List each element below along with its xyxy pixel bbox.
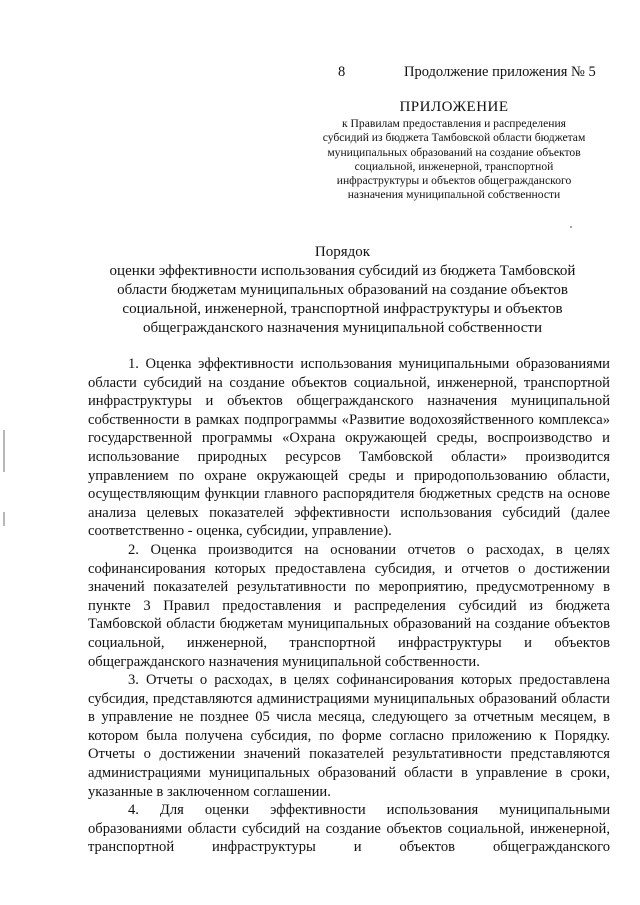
appendix-line: к Правилам предоставления и распределения [342, 117, 566, 130]
paragraph-1: 1. Оценка эффективности использования муниципальными образованиями области субсидий на создание объектов социальной, инженерной, транспортной инфраструктуры и объектов общегражданского назначения муниципальной собственности в рамках подпрограммы «Развитие водохозяйственного комплекса» государственной программы «Охрана окружающей среды, воспроизводство и использование природных ресурсов Тамбовской области» производится управлением по охране окружающей среды и природопользованию области, осуществляющим функции главного распорядителя бюджетных средств на основе анализа целевых показателей эффективности использования субсидий (далее соответственно - оценка, субсидии, управление). [88, 356, 610, 540]
page-header [0, 64, 640, 84]
appendix-line: социальной, инженерной, транспортной [354, 159, 554, 173]
document-body [88, 355, 610, 857]
order-line: оценки эффективности использования субсидий из бюджета Тамбовской [109, 263, 576, 279]
appendix-title: ПРИЛОЖЕНИЕ [399, 99, 509, 115]
appendix-line: назначения муниципальной собственности [347, 188, 561, 202]
appendix-line: муниципальных образований на создание объектов [327, 145, 581, 159]
scan-dot [570, 226, 572, 228]
appendix-heading [296, 98, 612, 203]
scan-margin-mark [3, 512, 5, 526]
appendix-line: инфраструктуры и объектов общегражданского [336, 174, 572, 188]
order-heading [60, 243, 625, 338]
order-line: общегражданского назначения муниципальной собственности [142, 320, 543, 336]
order-title: Порядок [314, 244, 371, 260]
continuation-label: Продолжение приложения № 5 [404, 64, 596, 80]
order-subtitle [60, 262, 625, 338]
scan-margin-mark [3, 430, 5, 472]
order-line: социальной, инженерной, транспортной инфраструктуры и объектов [122, 301, 563, 317]
appendix-line: субсидий из бюджета Тамбовской области бюджетам [322, 131, 586, 145]
paragraph-2: 2. Оценка производится на основании отчетов о расходах, в целях софинансирования которых предоставлена субсидия, и отчетов о достижении значений показателей результативности по мероприятию, предусмотренному в пункте 3 Правил предоставления и распределения субсидий из бюджета Тамбовской области бюджетам муниципальных образований на создание объектов социальной, инженерной, транспортной инфраструктуры и объектов общегражданского назначения муниципальной собственности. [88, 541, 610, 670]
order-line: области бюджетам муниципальных образований на создание объектов [117, 282, 568, 298]
appendix-subtitle [296, 117, 612, 203]
paragraph-4: 4. Для оценки эффективности использования муниципальными образованиями области субсидий на создание объектов социальной, инженерной, транспортной инфраструктуры и объектов общегражданского [88, 802, 610, 856]
page-number: 8 [338, 64, 346, 80]
paragraph-3: 3. Отчеты о расходах, в целях софинансирования которых предоставлена субсидия, представляются администрациями муниципальных образований области в управление не позднее 05 числа месяца, следующего за отчетным месяцем, в котором была получена субсидия, по форме согласно приложению к Порядку. Отчеты о достижении значений показателей результативности представляются администрациями муниципальных образований области в управление в сроки, указанные в заключенном соглашении. [88, 672, 610, 800]
